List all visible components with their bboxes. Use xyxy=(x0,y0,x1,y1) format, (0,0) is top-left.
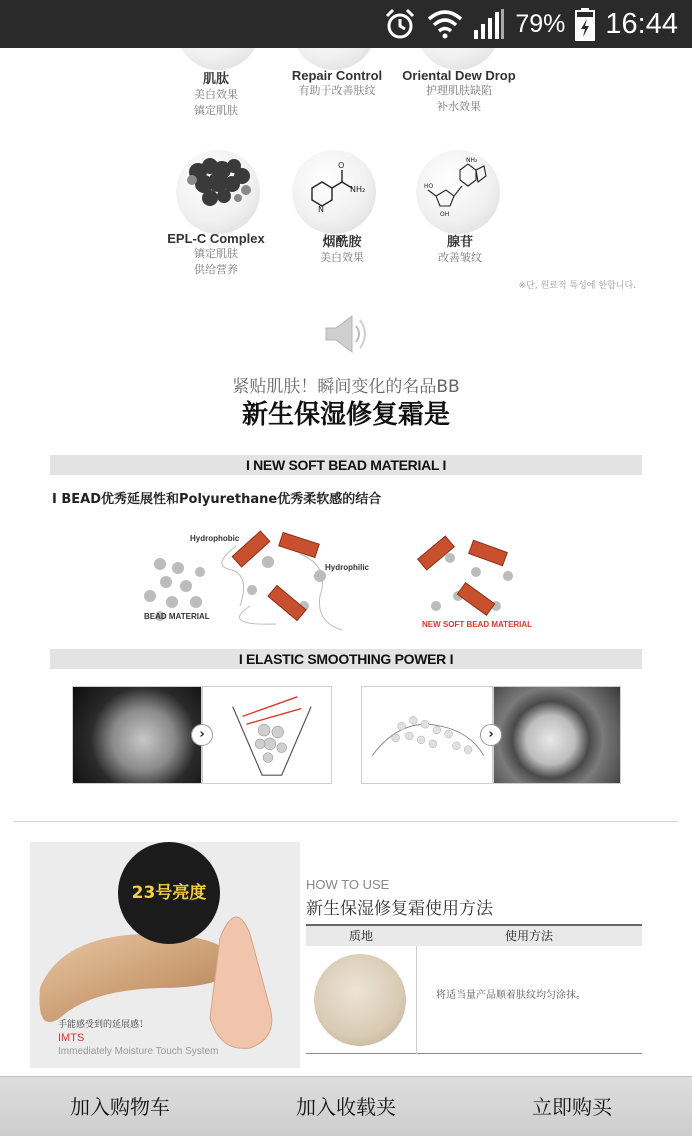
svg-text:HO: HO xyxy=(424,183,434,190)
svg-text:NH₂: NH₂ xyxy=(350,185,366,194)
buy-now-button[interactable]: 立即购买 xyxy=(532,1095,612,1119)
svg-text:O: O xyxy=(338,161,345,170)
microscope-photo-bead xyxy=(72,686,202,784)
battery-charging-icon xyxy=(575,7,595,41)
section-title-bead: I NEW SOFT BEAD MATERIAL I xyxy=(50,455,642,475)
adenosine-molecule-icon xyxy=(416,150,500,234)
ingredient-name: Repair Control xyxy=(291,68,383,83)
imts-subtitle: Immediately Moisture Touch System xyxy=(58,1046,219,1057)
ingredient-image-epl xyxy=(176,150,260,234)
hand-note: 手能感受到的延展感！ xyxy=(58,1020,149,1030)
ingredient-image-2 xyxy=(292,48,376,70)
ingredient-desc: 有助于改善肤纹 xyxy=(298,84,376,97)
usage-description: 将适当量产品顺着肤纹均匀涂抹。 xyxy=(436,990,586,1001)
ingredient-image-niacinamide xyxy=(292,150,376,234)
howto-title-en: HOW TO USE xyxy=(306,877,390,892)
arrow-right-icon[interactable]: › xyxy=(191,724,213,746)
table-divider xyxy=(416,946,417,1054)
wifi-icon xyxy=(427,9,463,39)
microscope-photo-soft-bead xyxy=(493,686,621,784)
section-divider xyxy=(14,821,678,822)
label-hydrophobic: Hydrophobic xyxy=(190,534,240,543)
svg-text:NH₂: NH₂ xyxy=(466,157,478,164)
product-detail-page[interactable] xyxy=(0,48,692,1076)
ingredient-name: 腺苷 xyxy=(446,234,473,249)
battery-percent: 79% xyxy=(515,9,566,38)
ingredient-image-1 xyxy=(176,48,260,70)
bottom-action-bar xyxy=(0,1076,692,1136)
col-usage: 使用方法 xyxy=(504,929,553,943)
ingredient-desc: 改善皱纹 xyxy=(438,251,482,264)
svg-text:OH: OH xyxy=(440,211,450,218)
shade-badge: 23号亮度 xyxy=(118,842,220,944)
niacinamide-molecule-icon xyxy=(292,150,376,234)
clock: 16:44 xyxy=(605,7,678,40)
label-new-soft-bead: NEW SOFT BEAD MATERIAL xyxy=(422,620,533,629)
ingredient-desc: 供给营养 xyxy=(194,263,238,276)
arrow-right-icon[interactable]: › xyxy=(480,724,502,746)
imts-title: IMTS xyxy=(58,1032,85,1044)
skin-diagram-2 xyxy=(361,686,493,784)
ingredient-name: 烟酰胺 xyxy=(322,234,362,249)
ingredient-image-3 xyxy=(416,48,500,70)
ingredient-oriental-dew-drop xyxy=(379,68,539,115)
label-hydrophilic: Hydrophilic xyxy=(325,563,370,572)
speaker-icon xyxy=(322,310,370,358)
usage-table-header xyxy=(306,924,642,946)
howto-title-zh: 新生保湿修复霜使用方法 xyxy=(306,899,493,919)
ingredient-name: EPL-C Complex xyxy=(167,231,265,246)
label-bead-material: BEAD MATERIAL xyxy=(144,612,210,621)
ingredient-desc: 补水效果 xyxy=(437,100,481,113)
ingredient-image-adenosine xyxy=(416,150,500,234)
ingredient-name: Oriental Dew Drop xyxy=(402,68,516,83)
ingredient-desc: 护理肌肤缺陷 xyxy=(426,84,492,97)
ingredient-desc: 镇定肌肤 xyxy=(194,104,238,117)
bead-description: I BEAD优秀延展性和Polyurethane优秀柔软感的结合 xyxy=(52,492,382,507)
ingredient-name: 肌肽 xyxy=(202,71,229,86)
headline-main: 新生保湿修复霜是 xyxy=(241,400,450,430)
signal-icon xyxy=(473,8,505,40)
texture-image xyxy=(314,954,406,1046)
alarm-icon xyxy=(383,7,417,41)
svg-text:N: N xyxy=(318,205,324,214)
status-bar xyxy=(0,0,692,48)
ingredient-desc: 镇定肌肤 xyxy=(194,247,238,260)
skin-diagram-1 xyxy=(202,686,332,784)
ingredient-adenosine xyxy=(380,231,540,266)
ingredient-desc: 美白效果 xyxy=(320,251,364,264)
ingredient-desc: 美白效果 xyxy=(194,88,238,101)
headline-sub: 紧贴肌肤！瞬间变化的名品BB xyxy=(232,377,460,397)
section-title-elastic: I ELASTIC SMOOTHING POWER I xyxy=(50,649,642,669)
add-to-cart-button[interactable]: 加入购物车 xyxy=(70,1095,170,1119)
footnote: ※단, 원료적 특성에 한합니다. xyxy=(518,281,636,291)
usage-table xyxy=(306,924,642,1054)
flower-icon xyxy=(176,150,260,234)
col-texture: 质地 xyxy=(348,929,373,943)
add-to-favorites-button[interactable]: 加入收载夹 xyxy=(296,1095,396,1119)
